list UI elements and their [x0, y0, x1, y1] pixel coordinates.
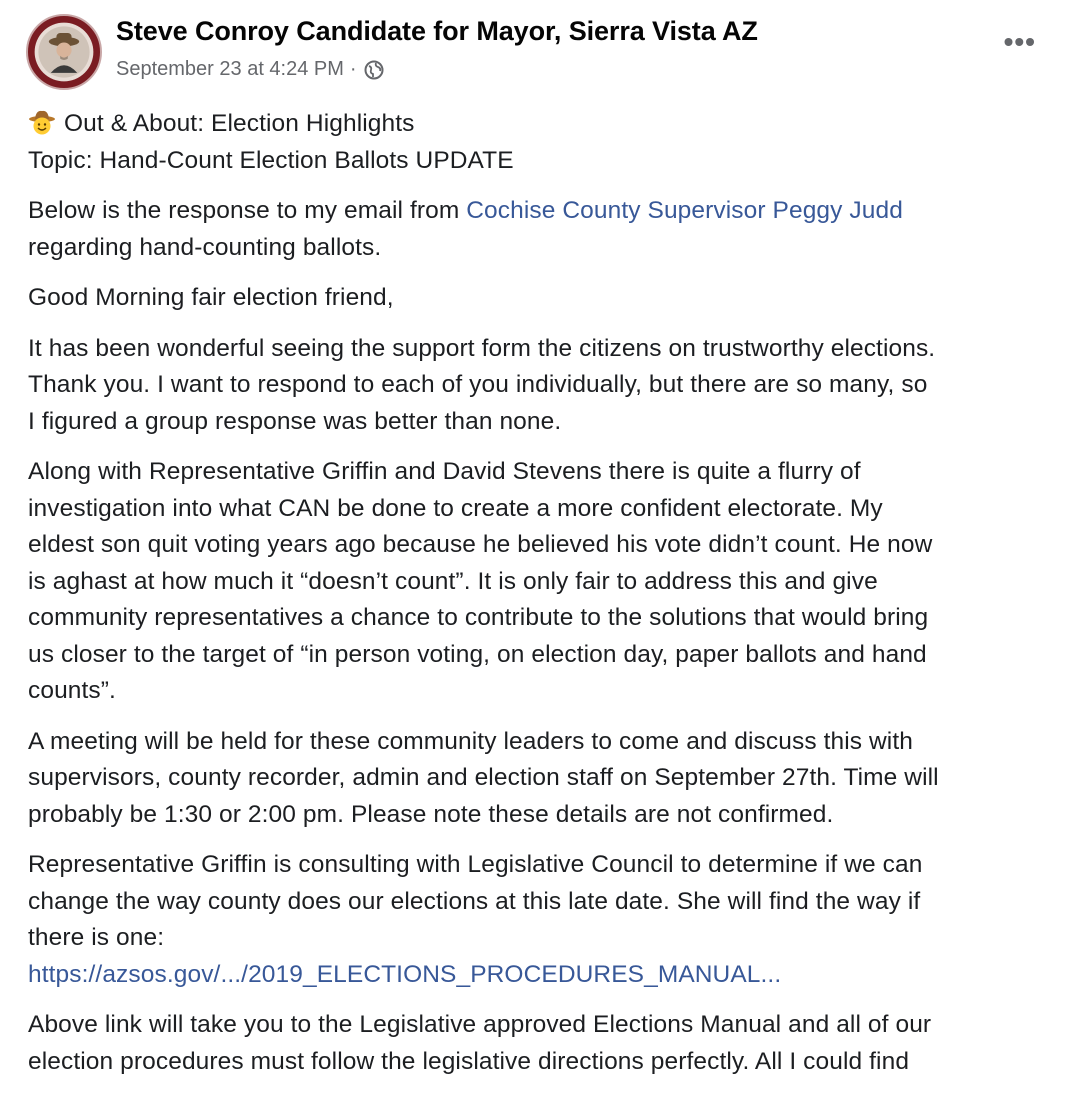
paragraph-council — [28, 847, 1058, 993]
greeting — [28, 280, 1058, 317]
paragraph-line: Along with Representative Griffin and David Stevens there is quite a flurry of — [28, 458, 861, 485]
paragraph-line: there is one: — [28, 924, 165, 951]
globe-icon[interactable] — [363, 59, 385, 81]
paragraph-line: investigation into what CAN be done to create a more confident electorate. My — [28, 494, 883, 522]
paragraph-thanks — [28, 331, 1058, 441]
paragraph-manual — [28, 1007, 1058, 1080]
title-line-1: Out & About: Election Highlights — [64, 110, 415, 137]
supervisor-link[interactable]: Cochise County Supervisor Peggy Judd — [466, 197, 903, 224]
profile-avatar[interactable] — [26, 14, 102, 90]
post-meta — [116, 58, 385, 81]
paragraph-line: It has been wonderful seeing the support form the citizens on trustworthy elections. — [28, 334, 936, 362]
paragraph-line: election procedures must follow the legislative directions perfectly. All I could find — [28, 1047, 910, 1075]
post-header — [26, 14, 1056, 94]
intro-text: Below is the response to my email from — [28, 197, 467, 224]
post-body — [28, 106, 1058, 1094]
paragraph-line: A meeting will be held for these community leaders to come and discuss this with — [28, 727, 913, 755]
paragraph-line: Representative Griffin is consulting with Legislative Council to determine if we can — [28, 851, 923, 878]
procedures-manual-link[interactable]: https://azsos.gov/.../2019_ELECTIONS_PROCEDURES_MANUAL... — [28, 960, 782, 988]
paragraph-line: eldest son quit voting years ago because he believed his vote didn’t count. He now — [28, 531, 933, 558]
paragraph-line: us closer to the target of “in person voting, on election day, paper ballots and hand — [28, 640, 927, 668]
paragraph-line: Above link will take you to the Legislative approved Elections Manual and all of our — [28, 1011, 932, 1038]
post-title — [28, 106, 1058, 179]
title-line-2: Topic: Hand-Count Election Ballots UPDATE — [28, 146, 514, 174]
cowboy-emoji-icon — [28, 108, 56, 136]
paragraph-line: counts”. — [28, 677, 116, 704]
paragraph-intro — [28, 193, 1058, 266]
paragraph-line: probably be 1:30 or 2:00 pm. Please note these details are not confirmed. — [28, 800, 834, 828]
paragraph-meeting — [28, 724, 1058, 834]
paragraph-line: supervisors, county recorder, admin and election staff on September 27th. Time will — [28, 764, 939, 791]
intro-text-2: regarding hand-counting ballots. — [28, 233, 382, 261]
paragraph-line: community representatives a chance to contribute to the solutions that would bring — [28, 604, 929, 631]
paragraph-investigation — [28, 454, 1058, 710]
greeting-text: Good Morning fair election friend, — [28, 284, 394, 311]
more-options-button[interactable]: ••• — [1003, 26, 1036, 57]
paragraph-line: I figured a group response was better than none. — [28, 407, 562, 435]
author-name[interactable]: Steve Conroy Candidate for Mayor, Sierra Vista AZ — [116, 16, 758, 46]
paragraph-line: is aghast at how much it “doesn’t count”. It is only fair to address this and give — [28, 567, 878, 595]
meta-separator: · — [349, 58, 357, 80]
paragraph-line: change the way county does our elections at this late date. She will find the way if — [28, 887, 921, 915]
post-timestamp[interactable]: September 23 at 4:24 PM — [116, 58, 344, 80]
paragraph-line: Thank you. I want to respond to each of you individually, but there are so many, so — [28, 371, 928, 398]
